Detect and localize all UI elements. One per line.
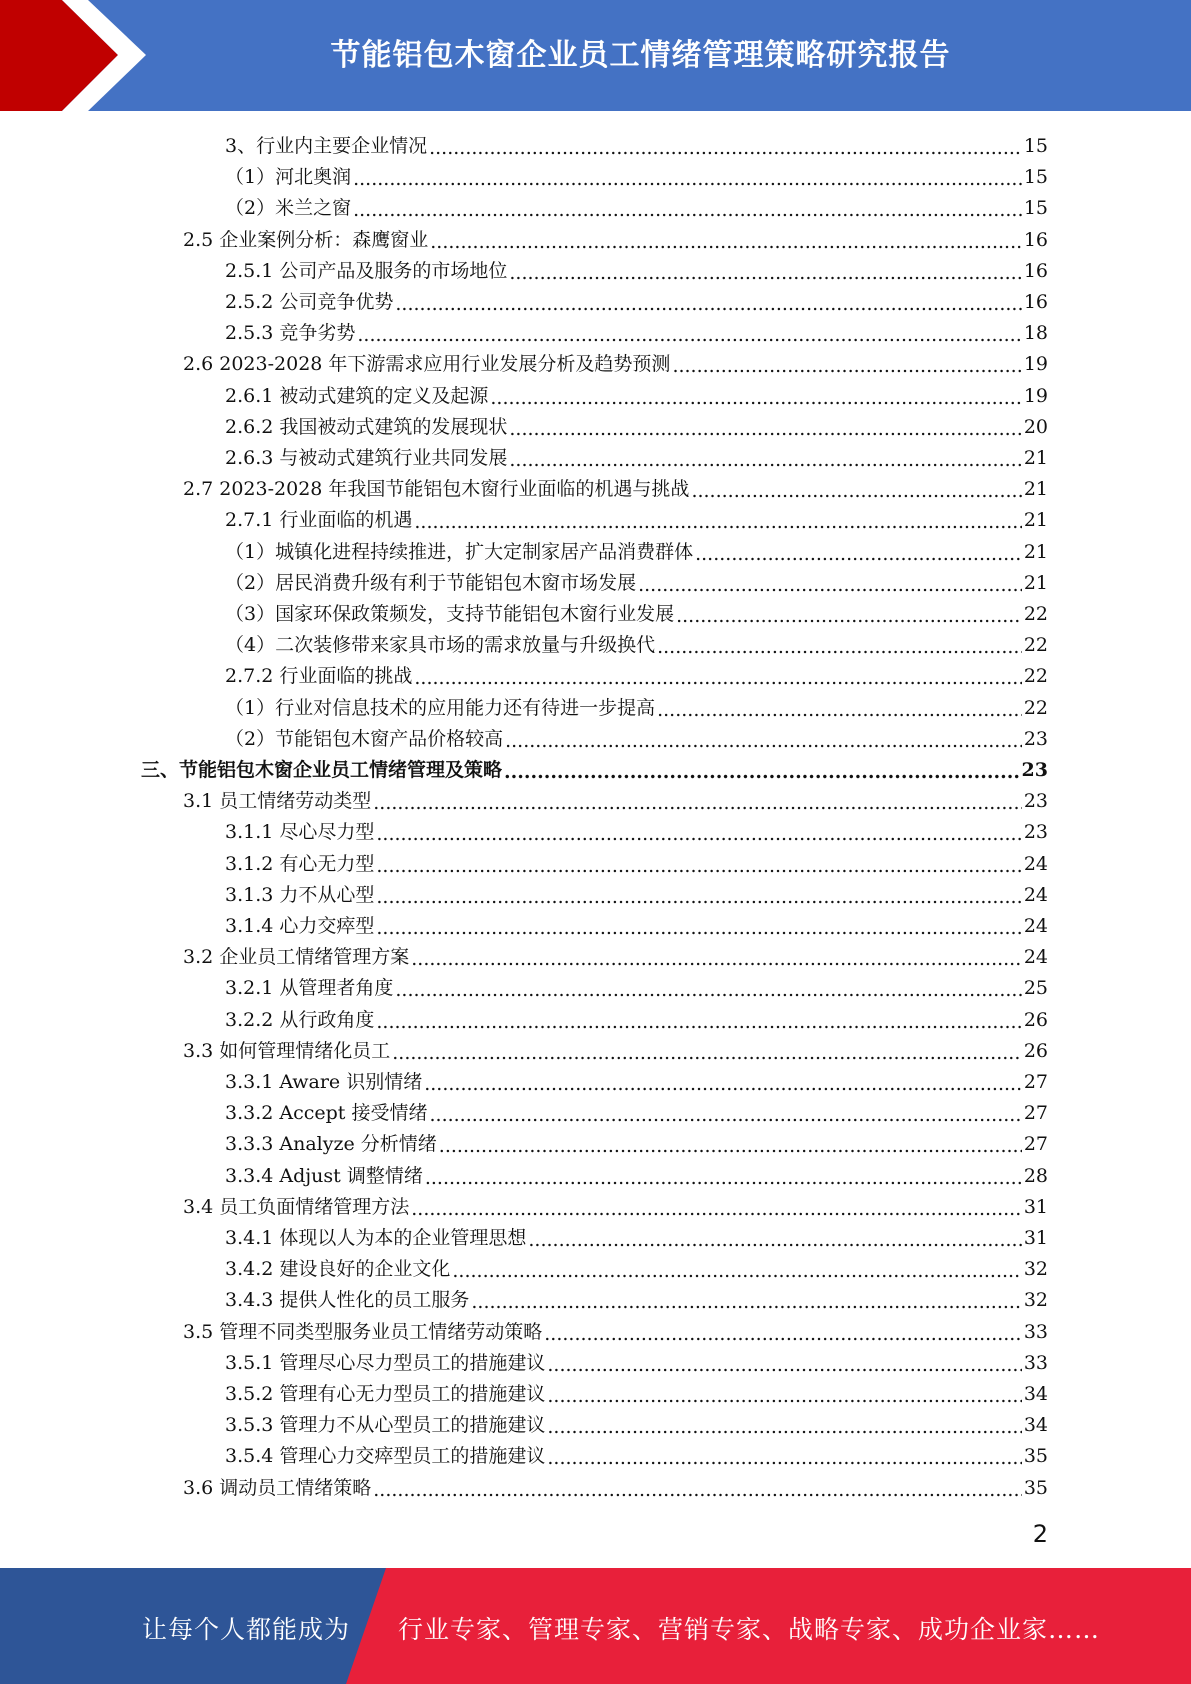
toc-entry-page: 35 — [1023, 1445, 1048, 1468]
toc-entry-title: 3.5.2 管理有心无力型员工的措施建议 — [225, 1383, 546, 1405]
toc-entry-title: 2.7 2023-2028 年我国节能铝包木窗行业面临的机遇与挑战 — [183, 478, 690, 501]
toc-entry[interactable] — [225, 594, 1048, 625]
toc-entry[interactable] — [183, 1468, 1048, 1499]
toc-dot-leader — [411, 950, 1022, 968]
toc-entry[interactable] — [225, 1093, 1048, 1124]
toc-entry-title: 3.4.3 提供人性化的员工服务 — [225, 1289, 470, 1312]
toc-entry-title: （1）行业对信息技术的应用能力还有待进一步提高 — [225, 696, 656, 719]
toc-dot-leader — [695, 545, 1022, 563]
toc-entry-page: 22 — [1023, 634, 1048, 657]
toc-entry[interactable] — [183, 344, 1048, 375]
toc-dot-leader — [504, 763, 1020, 781]
toc-entry-page: 21 — [1023, 478, 1048, 501]
toc-entry[interactable] — [183, 1031, 1048, 1062]
toc-dot-leader — [429, 1106, 1021, 1124]
toc-dot-leader — [676, 607, 1022, 625]
toc-entry-title: 2.7.1 行业面临的机遇 — [225, 509, 413, 532]
toc-entry[interactable] — [225, 126, 1048, 157]
document-title: 节能铝包木窗企业员工情绪管理策略研究报告 — [330, 38, 951, 73]
toc-dot-leader — [376, 857, 1021, 875]
toc-entry-page: 21 — [1023, 509, 1048, 532]
toc-dot-leader — [452, 1262, 1021, 1280]
toc-dot-leader — [414, 669, 1021, 687]
toc-entry-title: 2.6 2023-2028 年下游需求应用行业发展分析及趋势预测 — [183, 353, 671, 376]
toc-entry[interactable] — [225, 625, 1048, 656]
toc-dot-leader — [376, 825, 1021, 843]
toc-entry-page: 23 — [1023, 821, 1048, 844]
toc-dot-leader — [547, 1356, 1021, 1374]
toc-entry-title: 3.6 调动员工情绪策略 — [183, 1476, 372, 1499]
toc-entry-page: 16 — [1023, 291, 1048, 313]
toc-entry[interactable] — [225, 282, 1048, 313]
toc-entry-title: 3.1.1 尽心尽力型 — [225, 821, 375, 844]
toc-entry[interactable] — [225, 844, 1048, 875]
toc-entry-page: 20 — [1023, 415, 1048, 438]
toc-entry-title: 3.3.2 Accept 接受情绪 — [225, 1102, 428, 1125]
toc-dot-leader — [471, 1293, 1021, 1311]
toc-dot-leader — [376, 919, 1021, 937]
toc-dot-leader — [544, 1325, 1022, 1343]
toc-entry-page: 25 — [1023, 977, 1048, 1000]
toc-entry[interactable] — [225, 656, 1048, 687]
toc-entry-page: 27 — [1023, 1071, 1048, 1093]
toc-entry[interactable] — [225, 1218, 1048, 1249]
toc-entry-page: 31 — [1023, 1227, 1048, 1249]
toc-entry-title: （1）城镇化进程持续推进，扩大定制家居产品消费群体 — [225, 540, 694, 563]
toc-entry-page: 22 — [1023, 603, 1048, 625]
toc-entry-title: 3.3.1 Aware 识别情绪 — [225, 1071, 423, 1093]
toc-entry[interactable] — [225, 1343, 1048, 1374]
toc-dot-leader — [376, 1013, 1021, 1031]
toc-dot-leader — [357, 326, 1021, 344]
toc-entry-page: 23 — [1023, 727, 1048, 750]
toc-entry-title: 3.1.2 有心无力型 — [225, 852, 375, 875]
toc-entry[interactable] — [225, 688, 1048, 719]
toc-entry-title: 2.6.2 我国被动式建筑的发展现状 — [225, 415, 508, 438]
toc-entry-title: 2.5.2 公司竞争优势 — [225, 291, 394, 313]
toc-entry[interactable] — [225, 906, 1048, 937]
toc-entry[interactable] — [225, 563, 1048, 594]
toc-entry[interactable] — [225, 251, 1048, 282]
toc-entry-title: 3.3.3 Analyze 分析情绪 — [225, 1133, 437, 1156]
toc-entry-title: 3.4 员工负面情绪管理方法 — [183, 1195, 410, 1218]
toc-entry-page: 34 — [1023, 1414, 1048, 1437]
toc-entry-page: 18 — [1023, 322, 1048, 345]
toc-entry[interactable] — [225, 719, 1048, 750]
toc-dot-leader — [425, 1169, 1022, 1187]
toc-entry-page: 23 — [1023, 790, 1048, 813]
toc-entry-page: 16 — [1023, 228, 1048, 251]
toc-entry-page: 34 — [1023, 1383, 1048, 1405]
toc-entry-page: 26 — [1023, 1039, 1048, 1062]
toc-dot-leader — [509, 451, 1021, 469]
toc-entry-title: 三、节能铝包木窗企业员工情绪管理及策略 — [141, 759, 503, 781]
toc-entry[interactable] — [183, 1312, 1048, 1343]
toc-entry[interactable] — [225, 500, 1048, 531]
toc-entry-title: 2.7.2 行业面临的挑战 — [225, 665, 413, 688]
toc-dot-leader — [424, 1075, 1022, 1093]
toc-dot-leader — [509, 264, 1021, 282]
toc-entry-title: （2）居民消费升级有利于节能铝包木窗市场发展 — [225, 571, 637, 594]
toc-entry[interactable] — [183, 781, 1048, 812]
footer-slogan-left: 让每个人都能成为 — [142, 1615, 351, 1644]
toc-entry-page: 19 — [1023, 384, 1048, 407]
page-header — [0, 0, 1191, 111]
toc-entry-title: 3.5.1 管理尽心尽力型员工的措施建议 — [225, 1351, 546, 1374]
toc-entry[interactable] — [141, 750, 1048, 781]
toc-entry-page: 15 — [1023, 135, 1048, 157]
toc-entry-title: 3.1.4 心力交瘁型 — [225, 915, 375, 937]
toc-entry-title: （4）二次装修带来家具市场的需求放量与升级换代 — [225, 634, 656, 657]
toc-entry-page: 21 — [1023, 571, 1048, 594]
toc-entry-page: 28 — [1023, 1164, 1048, 1187]
toc-entry-title: 3.4.2 建设良好的企业文化 — [225, 1258, 451, 1281]
toc-dot-leader — [373, 794, 1022, 812]
toc-dot-leader — [414, 513, 1021, 531]
toc-entry[interactable] — [225, 1062, 1048, 1093]
toc-entry[interactable] — [225, 376, 1048, 407]
toc-dot-leader — [672, 357, 1021, 375]
toc-dot-leader — [505, 732, 1022, 750]
toc-entry-title: 3.1.3 力不从心型 — [225, 883, 375, 906]
toc-entry-title: 3.5 管理不同类型服务业员工情绪劳动策略 — [183, 1320, 543, 1343]
toc-entry-page: 27 — [1023, 1133, 1048, 1156]
toc-entry-page: 31 — [1023, 1195, 1048, 1218]
page-footer — [0, 1568, 1191, 1684]
toc-entry-page: 19 — [1023, 353, 1048, 376]
toc-entry-title: 3.4.1 体现以人为本的企业管理思想 — [225, 1227, 527, 1249]
toc-dot-leader — [429, 139, 1022, 157]
toc-dot-leader — [490, 389, 1021, 407]
toc-entry[interactable] — [183, 469, 1048, 500]
toc-entry-page: 22 — [1023, 665, 1048, 688]
toc-entry[interactable] — [183, 220, 1048, 251]
toc-entry[interactable] — [225, 1124, 1048, 1155]
toc-entry-page: 24 — [1023, 883, 1048, 906]
toc-dot-leader — [691, 482, 1021, 500]
toc-entry-page: 27 — [1023, 1102, 1048, 1125]
toc-dot-leader — [657, 701, 1022, 719]
toc-entry-page: 16 — [1023, 259, 1048, 282]
toc-entry-title: （3）国家环保政策频发，支持节能铝包木窗行业发展 — [225, 603, 675, 625]
toc-entry[interactable] — [225, 407, 1048, 438]
toc-dot-leader — [657, 638, 1022, 656]
toc-entry-page: 26 — [1023, 1008, 1048, 1031]
toc-entry-title: 3.5.3 管理力不从心型员工的措施建议 — [225, 1414, 546, 1437]
toc-entry-page: 15 — [1023, 197, 1048, 220]
toc-dot-leader — [395, 295, 1021, 313]
toc-entry[interactable] — [183, 937, 1048, 968]
toc-entry[interactable] — [183, 1187, 1048, 1218]
toc-dot-leader — [376, 888, 1021, 906]
toc-entry-title: 3.2.1 从管理者角度 — [225, 977, 394, 1000]
toc-entry[interactable] — [225, 968, 1048, 999]
toc-entry-title: 2.5.3 竞争劣势 — [225, 322, 356, 345]
toc-dot-leader — [547, 1387, 1021, 1405]
toc-entry[interactable] — [225, 1000, 1048, 1031]
toc-entry-page: 33 — [1023, 1351, 1048, 1374]
toc-entry[interactable] — [225, 438, 1048, 469]
toc-entry-title: 2.6.1 被动式建筑的定义及起源 — [225, 384, 489, 407]
toc-dot-leader — [638, 576, 1022, 594]
toc-entry-page: 15 — [1023, 166, 1048, 189]
toc-dot-leader — [509, 420, 1021, 438]
toc-entry-title: 3.3.4 Adjust 调整情绪 — [225, 1164, 423, 1187]
toc-entry-title: 2.5 企业案例分析：森鹰窗业 — [183, 228, 429, 251]
toc-dot-leader — [353, 201, 1022, 219]
toc-entry-title: 2.6.3 与被动式建筑行业共同发展 — [225, 447, 508, 469]
toc-entry[interactable] — [225, 1436, 1048, 1467]
toc-dot-leader — [547, 1418, 1021, 1436]
toc-entry-title: 3.3 如何管理情绪化员工 — [183, 1039, 391, 1062]
toc-entry[interactable] — [225, 1405, 1048, 1436]
toc-entry-page: 21 — [1023, 447, 1048, 469]
toc-entry-page: 23 — [1021, 759, 1048, 781]
toc-entry-page: 24 — [1023, 915, 1048, 937]
toc-entry-title: 3、行业内主要企业情况 — [225, 135, 428, 157]
toc-entry-page: 32 — [1023, 1289, 1048, 1312]
toc-entry-title: 3.1 员工情绪劳动类型 — [183, 790, 372, 813]
toc-dot-leader — [528, 1231, 1021, 1249]
toc-entry-title: （2）米兰之窗 — [225, 197, 352, 220]
toc-dot-leader — [392, 1044, 1022, 1062]
toc-entry-page: 22 — [1023, 696, 1048, 719]
toc-entry-title: （2）节能铝包木窗产品价格较高 — [225, 727, 504, 750]
toc-dot-leader — [353, 170, 1022, 188]
toc-entry-title: 2.5.1 公司产品及服务的市场地位 — [225, 259, 508, 282]
toc-dot-leader — [439, 1137, 1022, 1155]
toc-entry[interactable] — [225, 188, 1048, 219]
toc-dot-leader — [547, 1449, 1021, 1467]
toc-entry-title: 3.5.4 管理心力交瘁型员工的措施建议 — [225, 1445, 546, 1468]
toc-entry-page: 35 — [1023, 1476, 1048, 1499]
toc-entry[interactable] — [225, 1374, 1048, 1405]
toc-dot-leader — [430, 233, 1022, 251]
toc-entry[interactable] — [225, 313, 1048, 344]
toc-entry-page: 33 — [1023, 1320, 1048, 1343]
toc-entry-page: 32 — [1023, 1258, 1048, 1281]
toc-entry-page: 24 — [1023, 852, 1048, 875]
toc-dot-leader — [411, 1200, 1022, 1218]
footer-slogan-right: 行业专家、管理专家、营销专家、战略专家、成功企业家…… — [398, 1615, 1101, 1644]
toc-entry[interactable] — [225, 532, 1048, 563]
toc-entry-title: 3.2 企业员工情绪管理方案 — [183, 946, 410, 969]
toc-entry-title: （1）河北奥润 — [225, 166, 352, 189]
toc-entry[interactable] — [225, 1280, 1048, 1311]
toc-entry-page: 24 — [1023, 946, 1048, 969]
toc-dot-leader — [395, 981, 1021, 999]
toc-entry-title: 3.2.2 从行政角度 — [225, 1008, 375, 1031]
toc-entry[interactable] — [225, 157, 1048, 188]
toc-entry-page: 21 — [1023, 540, 1048, 563]
toc-entry[interactable] — [225, 812, 1048, 843]
toc-dot-leader — [373, 1481, 1022, 1499]
toc-entry[interactable] — [225, 1156, 1048, 1187]
page-number: 2 — [1032, 1520, 1048, 1548]
toc-entry[interactable] — [225, 875, 1048, 906]
toc-entry[interactable] — [225, 1249, 1048, 1280]
